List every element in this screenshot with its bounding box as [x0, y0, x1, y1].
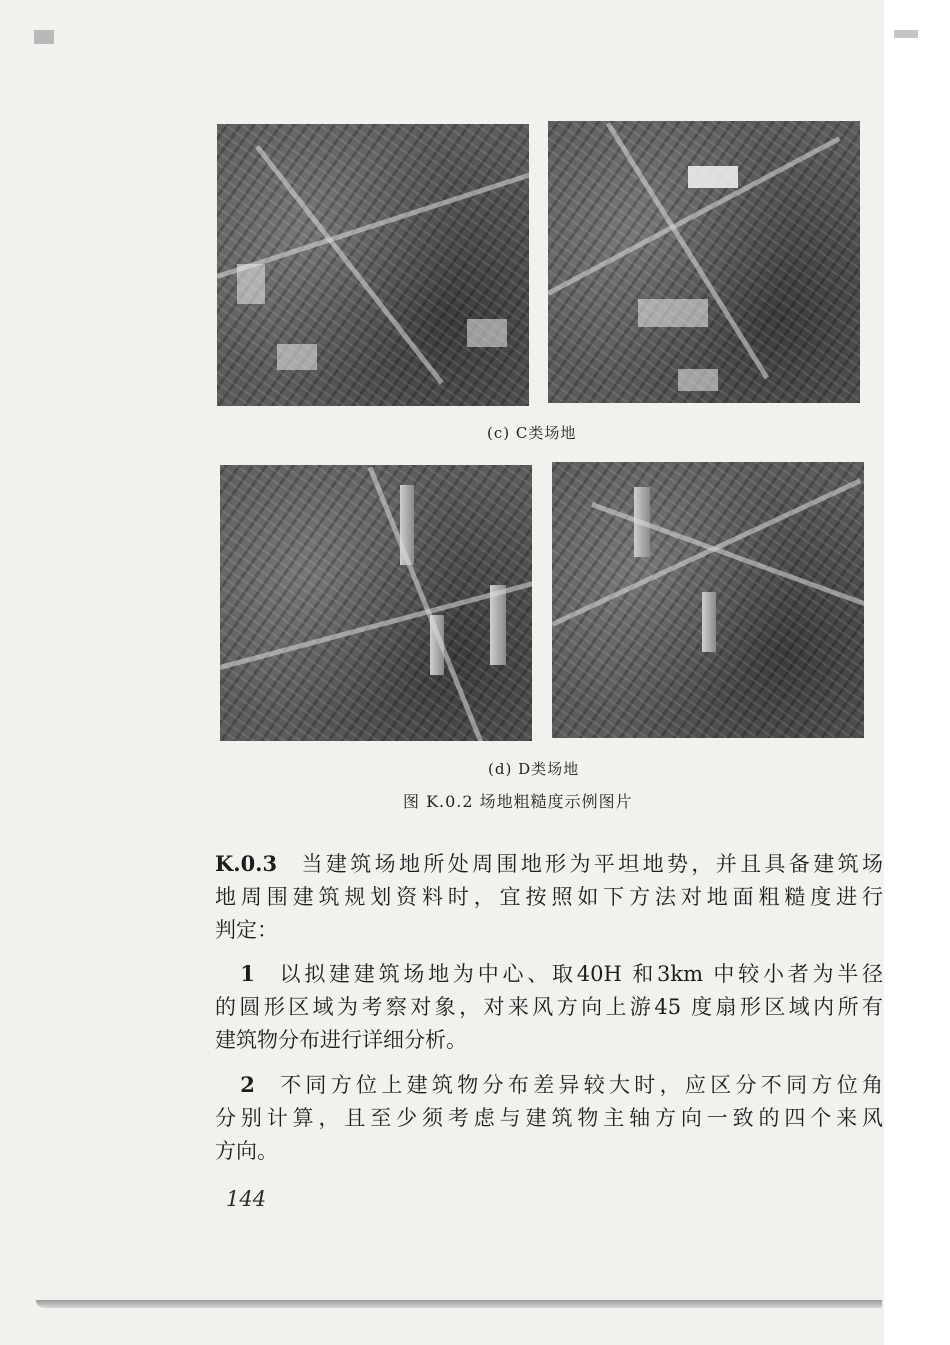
item-number: 2	[240, 1072, 255, 1097]
caption-c: (c) C类场地	[487, 424, 577, 442]
item-line: 方向。	[215, 1139, 278, 1163]
item-number: 1	[240, 961, 255, 986]
item-line: 建筑物分布进行详细分析。	[215, 1028, 467, 1052]
aerial-photo-d-right	[552, 462, 864, 738]
section-number: K.0.3	[215, 851, 278, 876]
scan-mark	[34, 30, 54, 44]
aerial-photo-c-left	[217, 124, 529, 406]
page-margin	[884, 0, 950, 1345]
page-number: 144	[226, 1187, 267, 1211]
section-line: 判定：	[215, 918, 278, 942]
section-line: 当建筑场地所处周围地形为平坦地势，并且具备建筑场	[298, 852, 883, 876]
caption-d: (d) D类场地	[488, 760, 580, 778]
section-paragraph	[215, 847, 883, 947]
aerial-photo-c-right	[548, 121, 860, 403]
item-line: 不同方位上建筑物分布差异较大时，应区分不同方位角	[275, 1073, 883, 1097]
item-2-paragraph	[215, 1068, 883, 1168]
item-1-paragraph	[215, 957, 883, 1057]
page-edge-shadow	[36, 1300, 882, 1308]
scan-mark	[894, 30, 918, 38]
aerial-photo-d-left	[220, 465, 532, 741]
item-line: 的圆形区域为考察对象，对来风方向上游45 度扇形区域内所有	[215, 995, 883, 1019]
figure-title: 图 K.0.2 场地粗糙度示例图片	[403, 792, 633, 811]
item-line: 分别计算，且至少须考虑与建筑物主轴方向一致的四个来风	[215, 1106, 883, 1130]
item-line: 以拟建建筑场地为中心、取40H 和3km 中较小者为半径	[275, 962, 883, 986]
section-line: 地周围建筑规划资料时，宜按照如下方法对地面粗糙度进行	[215, 885, 883, 909]
